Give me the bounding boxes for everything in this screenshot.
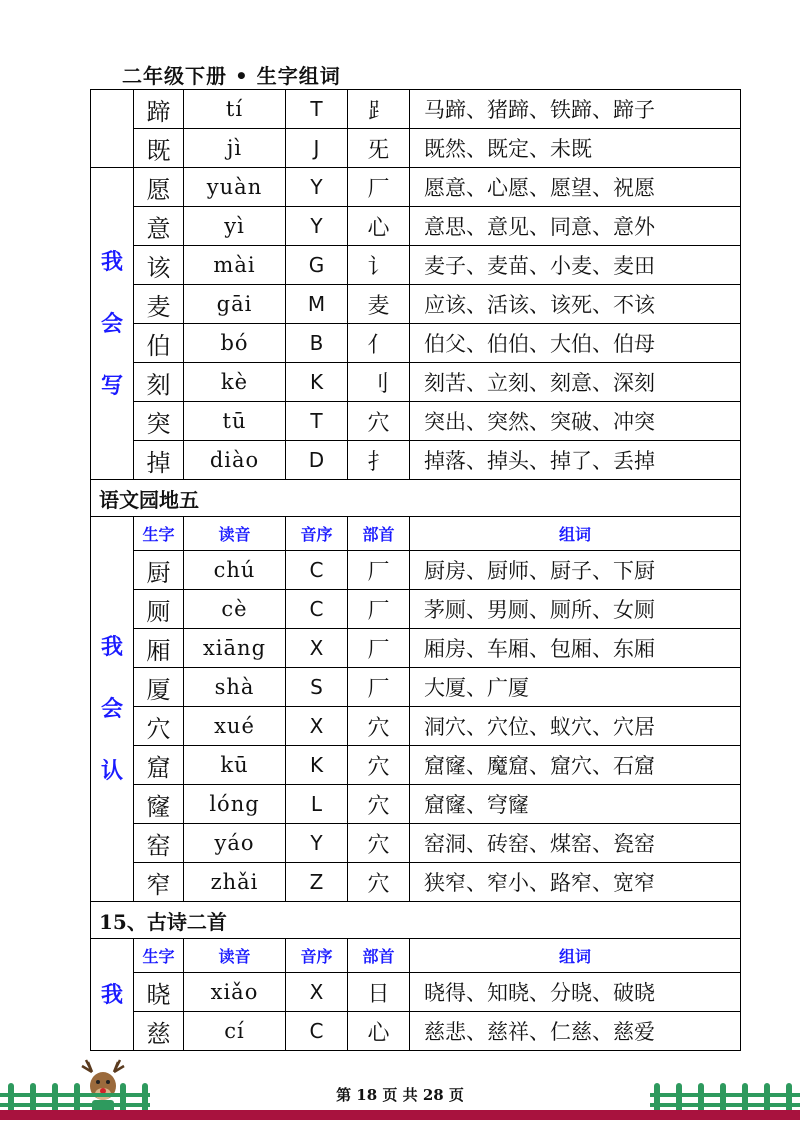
letter-cell: T xyxy=(286,402,348,441)
table-row xyxy=(91,863,741,902)
radical-cell: 厂 xyxy=(348,629,410,668)
letter-cell: T xyxy=(286,90,348,129)
table-row xyxy=(91,285,741,324)
section-side-label xyxy=(91,168,134,480)
table-row xyxy=(91,824,741,863)
words-cell: 麦子、麦苗、小麦、麦田 xyxy=(410,246,741,285)
side-label-char: 我 xyxy=(100,981,123,1008)
side-label-char: 认 xyxy=(100,758,123,784)
radical-header: 部首 xyxy=(348,517,410,551)
radical-cell: 厂 xyxy=(348,590,410,629)
char-header: 生字 xyxy=(134,939,184,973)
table-row xyxy=(91,129,741,168)
char-cell: 意 xyxy=(134,207,184,246)
radical-cell: 穴 xyxy=(348,746,410,785)
char-cell: 厦 xyxy=(134,668,184,707)
radical-cell: 扌 xyxy=(348,441,410,480)
pinyin-header: 读音 xyxy=(184,939,286,973)
table-row xyxy=(91,441,741,480)
words-cell: 愿意、心愿、愿望、祝愿 xyxy=(410,168,741,207)
letter-cell: B xyxy=(286,324,348,363)
char-cell: 突 xyxy=(134,402,184,441)
letter-cell: X xyxy=(286,629,348,668)
char-cell: 窑 xyxy=(134,824,184,863)
words-cell: 洞穴、穴位、蚁穴、穴居 xyxy=(410,707,741,746)
words-cell: 晓得、知晓、分晓、破晓 xyxy=(410,973,741,1012)
pinyin-cell: kū xyxy=(184,746,286,785)
radical-cell: 麦 xyxy=(348,285,410,324)
table-row xyxy=(91,90,741,129)
char-cell: 愿 xyxy=(134,168,184,207)
table-row xyxy=(91,246,741,285)
char-cell: 窟 xyxy=(134,746,184,785)
char-cell: 伯 xyxy=(134,324,184,363)
char-cell: 麦 xyxy=(134,285,184,324)
table-row xyxy=(91,402,741,441)
radical-cell: 刂 xyxy=(348,363,410,402)
letter-header: 音序 xyxy=(286,517,348,551)
words-cell: 意思、意见、同意、意外 xyxy=(410,207,741,246)
section-side-label xyxy=(91,90,134,168)
words-cell: 既然、既定、未既 xyxy=(410,129,741,168)
letter-cell: L xyxy=(286,785,348,824)
table-row xyxy=(91,785,741,824)
section-title: 15、古诗二首 xyxy=(91,902,741,939)
words-cell: 厢房、车厢、包厢、东厢 xyxy=(410,629,741,668)
page-header: 二年级下册 • 生字组词 xyxy=(122,64,341,88)
pinyin-cell: mài xyxy=(184,246,286,285)
radical-cell: 穴 xyxy=(348,824,410,863)
table-row xyxy=(91,207,741,246)
table-row xyxy=(91,668,741,707)
radical-cell: 亻 xyxy=(348,324,410,363)
pinyin-cell: tū xyxy=(184,402,286,441)
char-cell: 窄 xyxy=(134,863,184,902)
pinyin-cell: shà xyxy=(184,668,286,707)
fence-right xyxy=(650,1083,800,1113)
words-cell: 伯父、伯伯、大伯、伯母 xyxy=(410,324,741,363)
words-cell: 窟窿、穹窿 xyxy=(410,785,741,824)
table-row xyxy=(91,168,741,207)
column-header-row xyxy=(91,939,741,973)
section-title: 语文园地五 xyxy=(91,480,741,517)
radical-cell: 旡 xyxy=(348,129,410,168)
column-header-row xyxy=(91,517,741,551)
words-header: 组词 xyxy=(410,517,741,551)
radical-cell: 厂 xyxy=(348,551,410,590)
pinyin-cell: yáo xyxy=(184,824,286,863)
side-label-char: 写 xyxy=(100,372,123,399)
pinyin-cell: xiǎo xyxy=(184,973,286,1012)
pinyin-cell: chú xyxy=(184,551,286,590)
words-cell: 掉落、掉头、掉了、丢掉 xyxy=(410,441,741,480)
letter-cell: M xyxy=(286,285,348,324)
char-cell: 该 xyxy=(134,246,184,285)
section-side-label xyxy=(91,517,134,902)
side-label-char: 我 xyxy=(100,248,123,275)
pinyin-cell: bó xyxy=(184,324,286,363)
pinyin-cell: lóng xyxy=(184,785,286,824)
words-cell: 马蹄、猪蹄、铁蹄、蹄子 xyxy=(410,90,741,129)
radical-cell: 心 xyxy=(348,207,410,246)
radical-header: 部首 xyxy=(348,939,410,973)
pinyin-cell: gāi xyxy=(184,285,286,324)
letter-cell: C xyxy=(286,551,348,590)
pinyin-cell: yì xyxy=(184,207,286,246)
table-row xyxy=(91,973,741,1012)
pinyin-cell: yuàn xyxy=(184,168,286,207)
pinyin-cell: zhǎi xyxy=(184,863,286,902)
radical-cell: 讠 xyxy=(348,246,410,285)
fence-left xyxy=(0,1083,150,1113)
side-label-char: 会 xyxy=(100,310,123,337)
words-cell: 刻苦、立刻、刻意、深刻 xyxy=(410,363,741,402)
letter-cell: Y xyxy=(286,824,348,863)
radical-cell: 厂 xyxy=(348,668,410,707)
table-row xyxy=(91,363,741,402)
pinyin-cell: kè xyxy=(184,363,286,402)
words-cell: 厨房、厨师、厨子、下厨 xyxy=(410,551,741,590)
letter-cell: C xyxy=(286,1012,348,1051)
words-cell: 窑洞、砖窑、煤窑、瓷窑 xyxy=(410,824,741,863)
table-row xyxy=(91,707,741,746)
table-row xyxy=(91,590,741,629)
section-side-label xyxy=(91,939,134,1051)
char-cell: 厢 xyxy=(134,629,184,668)
words-cell: 应该、活该、该死、不该 xyxy=(410,285,741,324)
table-row xyxy=(91,629,741,668)
letter-cell: Z xyxy=(286,863,348,902)
radical-cell: 穴 xyxy=(348,707,410,746)
pinyin-cell: cí xyxy=(184,1012,286,1051)
pinyin-cell: jì xyxy=(184,129,286,168)
letter-cell: X xyxy=(286,707,348,746)
letter-cell: K xyxy=(286,746,348,785)
char-cell: 蹄 xyxy=(134,90,184,129)
radical-cell: 穴 xyxy=(348,785,410,824)
char-header: 生字 xyxy=(134,517,184,551)
table-row xyxy=(91,551,741,590)
radical-cell: 厂 xyxy=(348,168,410,207)
letter-cell: Y xyxy=(286,207,348,246)
table-row xyxy=(91,1012,741,1051)
words-cell: 大厦、广厦 xyxy=(410,668,741,707)
letter-header: 音序 xyxy=(286,939,348,973)
pinyin-cell: tí xyxy=(184,90,286,129)
page-footer: 第 18 页 共 28 页 xyxy=(336,1086,464,1104)
char-cell: 穴 xyxy=(134,707,184,746)
side-label-char: 我 xyxy=(100,634,123,660)
char-cell: 晓 xyxy=(134,973,184,1012)
char-cell: 慈 xyxy=(134,1012,184,1051)
char-cell: 厕 xyxy=(134,590,184,629)
letter-cell: Y xyxy=(286,168,348,207)
letter-cell: J xyxy=(286,129,348,168)
letter-cell: X xyxy=(286,973,348,1012)
words-cell: 窟窿、魔窟、窟穴、石窟 xyxy=(410,746,741,785)
section-title-row xyxy=(91,902,741,939)
words-cell: 茅厕、男厕、厕所、女厕 xyxy=(410,590,741,629)
footer-bar xyxy=(0,1110,800,1120)
letter-cell: K xyxy=(286,363,348,402)
table-row xyxy=(91,324,741,363)
char-cell: 掉 xyxy=(134,441,184,480)
words-cell: 慈悲、慈祥、仁慈、慈爱 xyxy=(410,1012,741,1051)
side-label-char: 会 xyxy=(100,696,123,722)
pinyin-cell: cè xyxy=(184,590,286,629)
pinyin-cell: xué xyxy=(184,707,286,746)
pinyin-cell: diào xyxy=(184,441,286,480)
words-cell: 狭窄、窄小、路窄、宽窄 xyxy=(410,863,741,902)
letter-cell: S xyxy=(286,668,348,707)
words-cell: 突出、突然、突破、冲突 xyxy=(410,402,741,441)
pinyin-cell: xiāng xyxy=(184,629,286,668)
letter-cell: D xyxy=(286,441,348,480)
radical-cell: 心 xyxy=(348,1012,410,1051)
radical-cell: 穴 xyxy=(348,402,410,441)
char-cell: 刻 xyxy=(134,363,184,402)
letter-cell: G xyxy=(286,246,348,285)
char-cell: 窿 xyxy=(134,785,184,824)
words-header: 组词 xyxy=(410,939,741,973)
letter-cell: C xyxy=(286,590,348,629)
vocabulary-table xyxy=(90,89,741,1051)
radical-cell: ⻊ xyxy=(348,90,410,129)
radical-cell: 日 xyxy=(348,973,410,1012)
radical-cell: 穴 xyxy=(348,863,410,902)
pinyin-header: 读音 xyxy=(184,517,286,551)
char-cell: 既 xyxy=(134,129,184,168)
section-title-row xyxy=(91,480,741,517)
table-row xyxy=(91,746,741,785)
char-cell: 厨 xyxy=(134,551,184,590)
